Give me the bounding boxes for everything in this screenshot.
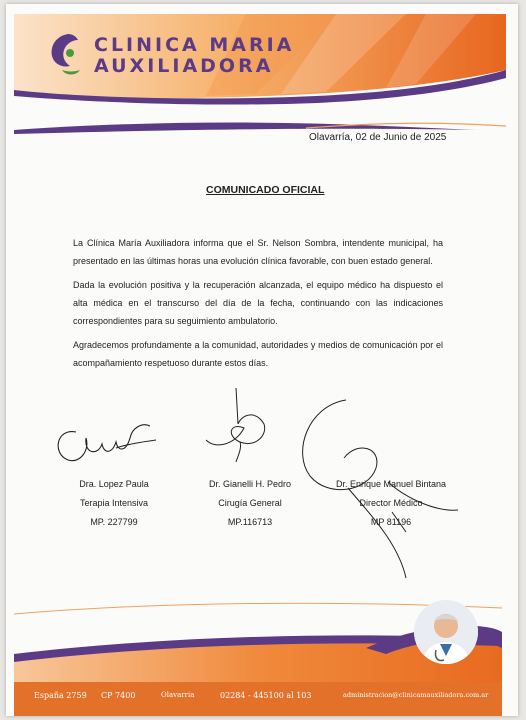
signatory-3-license: MP 81196	[370, 517, 412, 527]
footer-phone: 02284 - 445100 al 103	[220, 691, 312, 700]
clinic-name-line2: AUXILIADORA	[94, 55, 274, 77]
footer-address: España 2759	[34, 691, 87, 700]
paragraph-2: Dada la evolución positiva y la recuperación alcanzada, el equipo médico ha dispuesto el alta médica en el transcurso del día de la fecha, continuando con las indicaciones correspondientes para su seguimiento ambulatorio.	[73, 280, 443, 326]
date-line: Olavarría, 02 de Junio de 2025	[309, 132, 447, 143]
signatory-1-role: Terapia Intensiva	[79, 498, 149, 508]
signatory-1	[58, 475, 170, 532]
clinic-logo-icon	[48, 32, 84, 78]
signatory-3-role: Director Médico	[359, 498, 423, 508]
signatory-2-role: Cirugía General	[218, 498, 282, 508]
document-page	[6, 4, 518, 716]
signatory-1-license: MP. 227799	[90, 517, 138, 527]
doctor-photo	[414, 600, 478, 664]
signatory-2-name: Dr. Gianelli H. Pedro	[208, 479, 292, 489]
document-title: COMUNICADO OFICIAL	[206, 184, 325, 196]
footer-email: administracion@clinicamauxiliadora.com.ar	[343, 691, 489, 699]
signatory-1-name: Dra. Lopez Paula	[79, 479, 149, 489]
signatory-3-name: Dr. Enrique Manuel Bintana	[335, 479, 447, 489]
paragraph-1: La Clínica María Auxiliadora informa que el Sr. Nelson Sombra, intendente municipal, ha presentado en las últimas horas una evolución clínica favorable, con buen estado general.	[73, 238, 443, 266]
footer-city: Olavarria	[161, 691, 195, 699]
paragraph-3: Agradecemos profundamente a la comunidad, autoridades y medios de comunicación por el acompañamiento respetuoso durante estos días.	[73, 340, 443, 368]
clinic-name-line1: CLINICA MARIA	[94, 34, 295, 56]
signatory-3	[318, 475, 464, 532]
signatory-2	[188, 475, 312, 532]
signature-2	[196, 384, 286, 464]
footer-postal-code: CP 7400	[101, 691, 136, 700]
clinic-name	[94, 35, 294, 77]
signature-1	[46, 414, 166, 474]
signatory-2-license: MP.116713	[227, 517, 273, 527]
